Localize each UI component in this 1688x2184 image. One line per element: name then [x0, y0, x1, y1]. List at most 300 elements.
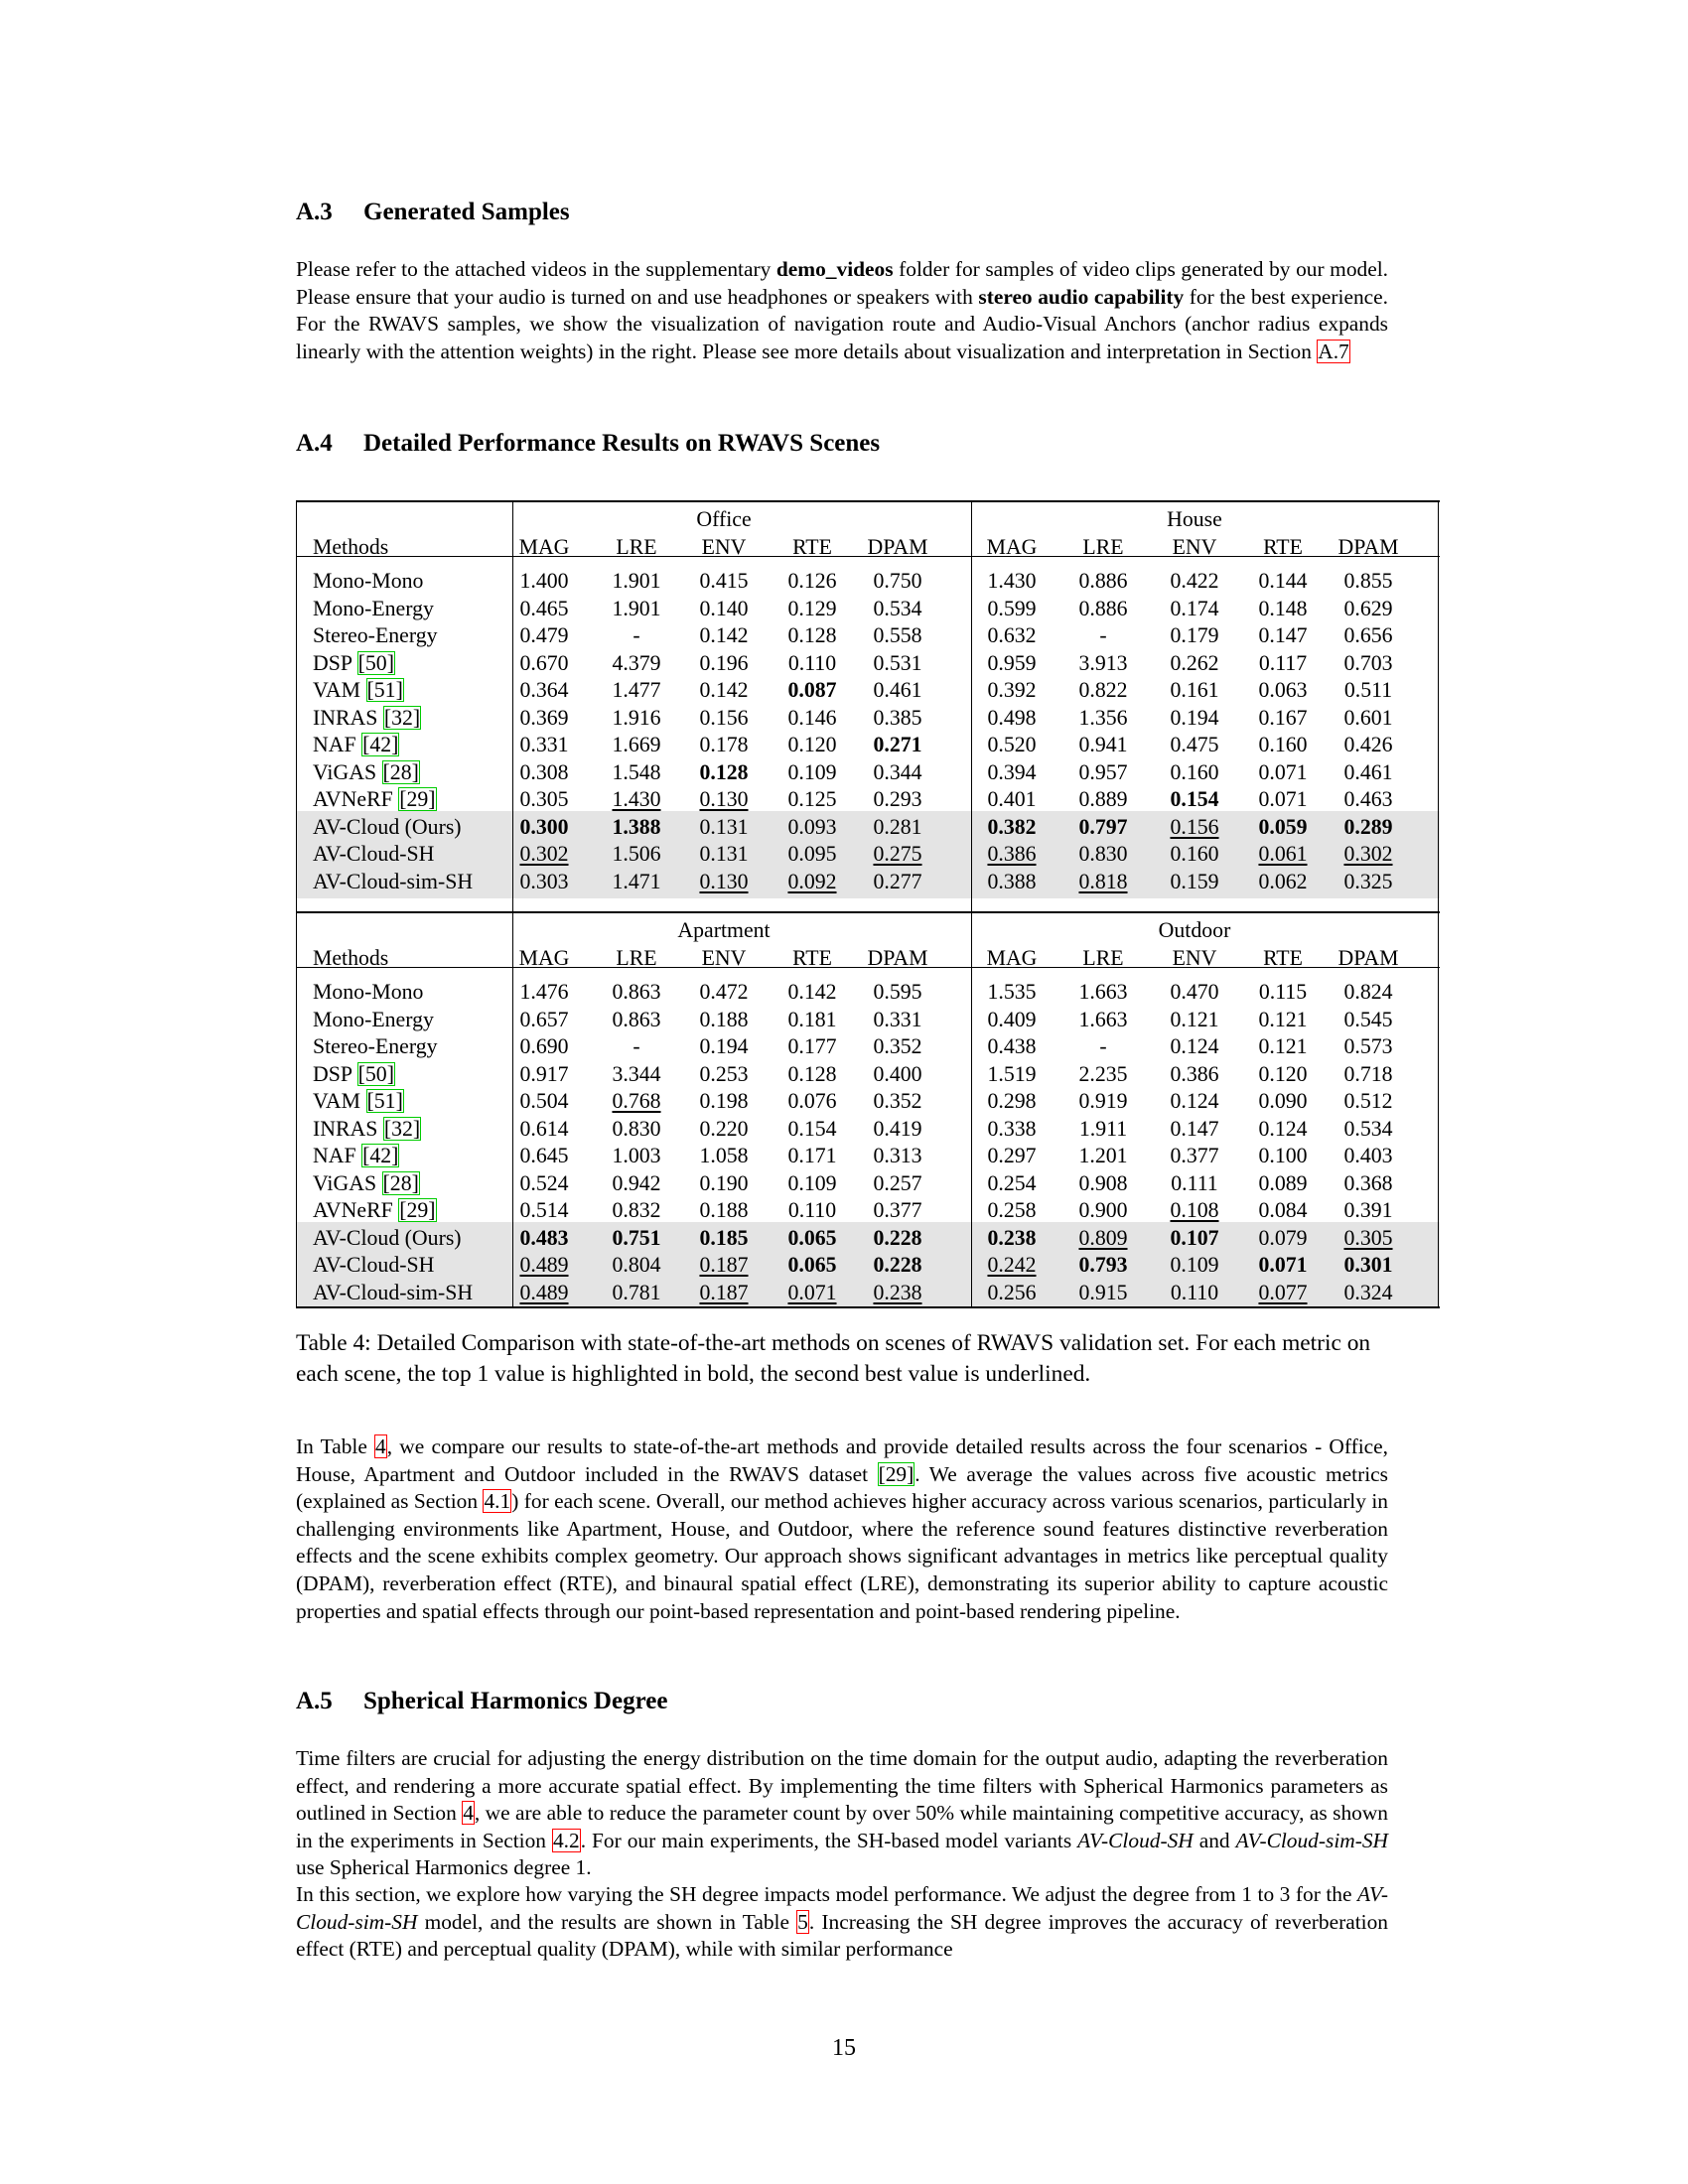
table-cell: 0.187 — [699, 1280, 749, 1304]
table-rule — [296, 911, 1440, 913]
table-cell: 0.120 — [787, 733, 837, 756]
table-cell: 0.388 — [987, 869, 1037, 893]
table-cell: 0.386 — [987, 842, 1037, 866]
method-name — [313, 568, 423, 596]
method-label: VAM — [313, 678, 361, 702]
citation-link[interactable]: [51] — [366, 678, 403, 702]
table-cell: 0.065 — [787, 1225, 837, 1250]
table-cell: 0.071 — [787, 1280, 837, 1304]
text-segment: . For our main experiments, the SH-based model variants — [580, 1828, 1078, 1852]
table-cell: 1.400 — [519, 569, 569, 593]
table-cell: 0.512 — [1343, 1089, 1393, 1113]
table-cell: 0.115 — [1258, 980, 1308, 1004]
table-cell: 0.629 — [1343, 596, 1393, 620]
cross-reference-link[interactable]: 4.2 — [552, 1828, 580, 1852]
method-label: AV-Cloud-SH — [313, 1253, 435, 1277]
table-cell: 0.090 — [1258, 1089, 1308, 1113]
scene-header: Apartment — [677, 918, 771, 942]
method-name — [313, 732, 399, 759]
scene-header: House — [1167, 507, 1222, 531]
cross-reference-link[interactable]: A.7 — [1318, 339, 1349, 363]
text-segment: and — [1193, 1828, 1236, 1852]
italic-text: AV-Cloud-sim-SH — [296, 1882, 1388, 1934]
page-number: 15 — [832, 2035, 856, 2061]
method-label: INRAS — [313, 705, 378, 730]
method-label: AV-Cloud-SH — [313, 842, 435, 866]
table-cell: 0.352 — [873, 1034, 922, 1058]
table-cell: 0.601 — [1343, 705, 1393, 730]
text-segment: Please refer to the attached videos in the supplementary — [296, 257, 776, 281]
table-cell: 0.534 — [873, 596, 922, 620]
table-cell: 0.258 — [987, 1198, 1037, 1222]
table-cell: 0.889 — [1078, 787, 1128, 811]
text-segment: . We average the values across five acoustic metrics (explained as Section — [296, 1461, 1388, 1514]
section-title: Spherical Harmonics Degree — [363, 1688, 668, 1714]
table-cell: 0.063 — [1258, 678, 1308, 702]
table-cell: 0.504 — [519, 1089, 569, 1113]
table-cell: 0.718 — [1343, 1061, 1393, 1086]
table-cell: 0.254 — [987, 1170, 1037, 1195]
method-label: ViGAS — [313, 759, 377, 784]
table-cell: 0.793 — [1078, 1253, 1128, 1277]
metric-header: MAG — [518, 534, 570, 559]
table-cell: 0.900 — [1078, 1198, 1128, 1222]
text-segment: folder for samples of video clips generated by our model. Please ensure that your audio is turned on and use headphones or speakers with — [296, 257, 1388, 309]
table-cell: 1.916 — [612, 705, 661, 730]
table-cell: 0.941 — [1078, 733, 1128, 756]
table-cell: 0.281 — [873, 814, 922, 839]
table-cell: 0.670 — [519, 650, 569, 675]
table-cell: 0.126 — [787, 569, 837, 593]
method-name — [313, 596, 434, 623]
table-cell: 0.690 — [519, 1034, 569, 1058]
table-cell: 0.257 — [873, 1170, 922, 1195]
table-cell: 0.125 — [787, 787, 837, 811]
table-cell: 0.095 — [787, 842, 837, 866]
table-cell: 0.377 — [873, 1198, 922, 1222]
table-cell: 0.422 — [1170, 569, 1219, 593]
table-cell: 0.917 — [519, 1061, 569, 1086]
table-cell: 0.107 — [1170, 1225, 1219, 1250]
section-a4-heading — [296, 430, 880, 458]
table-cell: 0.275 — [873, 842, 922, 866]
table-cell: 0.128 — [787, 623, 837, 647]
table-cell: 0.573 — [1343, 1034, 1393, 1058]
table-cell: 0.147 — [1170, 1116, 1219, 1141]
table-cell: 0.185 — [699, 1225, 749, 1250]
table-cell: 0.403 — [1343, 1144, 1393, 1167]
scene-header: Office — [696, 507, 752, 531]
table-cell: 4.379 — [612, 650, 661, 675]
table-cell: 0.382 — [987, 814, 1037, 839]
table-cell: 0.077 — [1258, 1280, 1308, 1304]
metric-header: ENV — [701, 534, 747, 559]
method-name — [313, 1252, 434, 1280]
table-cell: 0.187 — [699, 1253, 749, 1277]
citation-link[interactable]: [50] — [357, 1061, 394, 1086]
table-cell: 0.146 — [787, 705, 837, 730]
table-cell: 0.181 — [787, 1007, 837, 1031]
table-cell: 0.302 — [1343, 842, 1393, 866]
method-label: Stereo-Energy — [313, 623, 438, 647]
table-cell: 0.919 — [1078, 1089, 1128, 1113]
citation-link[interactable]: [32] — [383, 1116, 421, 1141]
method-name — [313, 759, 420, 787]
table-cell: 0.089 — [1258, 1170, 1308, 1195]
table-cell: 0.160 — [1170, 842, 1219, 866]
table-column-divider — [296, 913, 297, 1306]
table-cell: 0.400 — [873, 1061, 922, 1086]
method-name — [313, 979, 423, 1007]
table-cell: 0.514 — [519, 1198, 569, 1222]
table-cell: 0.768 — [612, 1089, 661, 1113]
results-table — [296, 500, 1440, 1330]
section-a3-heading — [296, 199, 570, 226]
table-cell: - — [1099, 1034, 1107, 1058]
section-number: A.4 — [296, 430, 333, 457]
method-name — [313, 1088, 404, 1116]
method-label: DSP — [313, 1061, 352, 1086]
table-cell: 0.109 — [787, 1170, 837, 1195]
table-cell: 0.110 — [1170, 1280, 1219, 1304]
table-cell: 0.338 — [987, 1116, 1037, 1141]
citation-link[interactable]: [28] — [382, 1170, 419, 1195]
table-cell: 0.128 — [787, 1061, 837, 1086]
table-cell: 0.108 — [1170, 1198, 1219, 1222]
table-cell: 0.308 — [519, 759, 569, 784]
method-label: NAF — [313, 1144, 356, 1167]
table-cell: 0.177 — [787, 1034, 837, 1058]
method-name — [313, 1170, 420, 1198]
table-cell: 0.489 — [519, 1280, 569, 1304]
italic-text: AV-Cloud-sim-SH — [1235, 1828, 1388, 1852]
table-cell: 0.144 — [1258, 569, 1308, 593]
table-cell: 0.131 — [699, 814, 749, 839]
table-caption: Table 4: Detailed Comparison with state-of-the-art methods on scenes of RWAVS validation set. For each metric on each scene, the top 1 value is highlighted in bold, the second best value is underlined. — [296, 1330, 1371, 1387]
table-cell: 0.305 — [1343, 1225, 1393, 1250]
table-cell: 0.087 — [787, 678, 837, 702]
method-label: NAF — [313, 733, 356, 756]
table-cell: 0.179 — [1170, 623, 1219, 647]
table-cell: 0.419 — [873, 1116, 922, 1141]
method-name — [313, 814, 462, 842]
table-cell: 0.368 — [1343, 1170, 1393, 1195]
section-number: A.3 — [296, 199, 333, 225]
table-cell: 0.886 — [1078, 569, 1128, 593]
table-cell: 0.804 — [612, 1253, 661, 1277]
method-label: AV-Cloud-sim-SH — [313, 1280, 474, 1304]
table-cell: 0.194 — [699, 1034, 749, 1058]
section-a3-paragraph — [296, 256, 1388, 365]
table-cell: 0.545 — [1343, 1007, 1393, 1031]
table-cell: 0.196 — [699, 650, 749, 675]
method-name — [313, 1280, 473, 1307]
text-segment: for the best experience. For the RWAVS samples, we show the visualization of navigation route and Audio-Visual Anchors (anchor radius expands linearly with the attention weights) in the right. Please see more details about visualization and interpretation in Section — [296, 284, 1388, 363]
table-cell: 0.124 — [1258, 1116, 1308, 1141]
method-name — [313, 705, 421, 733]
citation-link[interactable]: [51] — [366, 1089, 403, 1113]
cross-reference-link[interactable]: 4 — [463, 1801, 474, 1826]
table-cell: 0.271 — [873, 733, 922, 756]
citation-link[interactable]: [32] — [383, 705, 421, 730]
table-cell: 1.669 — [612, 733, 661, 756]
method-label: INRAS — [313, 1116, 378, 1141]
table-column-divider — [296, 502, 297, 911]
table-cell: - — [633, 1034, 640, 1058]
metric-header: DPAM — [867, 945, 928, 970]
section-a4-paragraph — [296, 1433, 1388, 1625]
method-name — [313, 869, 473, 896]
table-cell: 0.160 — [1258, 733, 1308, 756]
table-cell: 0.293 — [873, 787, 922, 811]
metric-header: LRE — [1082, 534, 1124, 559]
method-label: AV-Cloud (Ours) — [313, 1225, 462, 1250]
table-cell: 0.256 — [987, 1280, 1037, 1304]
table-cell: 0.392 — [987, 678, 1037, 702]
table-cell: 0.128 — [699, 759, 749, 784]
table-cell: - — [633, 623, 640, 647]
table-cell: 0.109 — [1170, 1253, 1219, 1277]
method-name — [313, 1197, 437, 1225]
method-name — [313, 786, 437, 814]
table-cell: 1.535 — [987, 980, 1037, 1004]
table-cell: 1.356 — [1078, 705, 1128, 730]
table-cell: 0.385 — [873, 705, 922, 730]
table-cell: 0.830 — [612, 1116, 661, 1141]
method-label: VAM — [313, 1089, 361, 1113]
table-cell: 0.142 — [699, 678, 749, 702]
method-name — [313, 841, 434, 869]
table-cell: 0.863 — [612, 980, 661, 1004]
metric-header: MAG — [986, 945, 1038, 970]
table-cell: 0.154 — [1170, 787, 1219, 811]
method-name — [313, 622, 438, 650]
table-cell: 0.886 — [1078, 596, 1128, 620]
table-cell: 0.595 — [873, 980, 922, 1004]
table-cell: 1.471 — [612, 869, 661, 893]
text-segment: Time filters are crucial for adjusting the energy distribution on the time domain for the output audio, adapting the reverberation effect, and rendering a more accurate spatial effect. By implementing the time filters with Spherical Harmonics parameters as outlined in Section — [296, 1746, 1388, 1826]
table-cell: 0.305 — [519, 787, 569, 811]
table-cell: 0.171 — [787, 1144, 837, 1167]
metric-header: DPAM — [1337, 945, 1399, 970]
method-name — [313, 1116, 421, 1144]
table-cell: 1.430 — [987, 569, 1037, 593]
metric-header: RTE — [792, 945, 832, 970]
table-cell: 0.298 — [987, 1089, 1037, 1113]
table-cell: 0.908 — [1078, 1170, 1128, 1195]
table-rule — [296, 1306, 1440, 1308]
table-cell: 0.194 — [1170, 705, 1219, 730]
scene-header: Outdoor — [1158, 918, 1231, 942]
table-cell: 0.386 — [1170, 1061, 1219, 1086]
metric-header: ENV — [701, 945, 747, 970]
table-cell: 0.084 — [1258, 1198, 1308, 1222]
table-cell: 0.781 — [612, 1280, 661, 1304]
cross-reference-link[interactable]: 4 — [375, 1434, 386, 1458]
citation-link[interactable]: [29] — [399, 787, 436, 811]
cross-reference-link[interactable]: 4.1 — [484, 1489, 511, 1514]
table-cell: 0.289 — [1343, 814, 1393, 839]
table-cell: 0.188 — [699, 1007, 749, 1031]
table-cell: 1.003 — [612, 1144, 661, 1167]
table-cell: 0.117 — [1258, 650, 1308, 675]
table-cell: 0.071 — [1258, 1253, 1308, 1277]
method-label: Stereo-Energy — [313, 1034, 438, 1058]
table-cell: 0.599 — [987, 596, 1037, 620]
table-cell: 0.303 — [519, 869, 569, 893]
table-cell: 0.130 — [699, 869, 749, 893]
method-label: Mono-Energy — [313, 596, 434, 620]
table-cell: 0.352 — [873, 1089, 922, 1113]
metric-header: RTE — [1263, 534, 1303, 559]
table-cell: 0.142 — [787, 980, 837, 1004]
table-cell: 0.220 — [699, 1116, 749, 1141]
table-cell: 0.124 — [1170, 1034, 1219, 1058]
method-name — [313, 1143, 399, 1170]
table-cell: 1.430 — [612, 787, 661, 811]
table-cell: 0.156 — [699, 705, 749, 730]
table-cell: 0.472 — [699, 980, 749, 1004]
table-cell: 0.475 — [1170, 733, 1219, 756]
cross-reference-link[interactable]: 5 — [797, 1909, 808, 1934]
table-cell: 0.277 — [873, 869, 922, 893]
table-cell: 0.957 — [1078, 759, 1128, 784]
citation-link[interactable]: [28] — [382, 759, 419, 784]
table-cell: 2.235 — [1078, 1061, 1128, 1086]
table-cell: 0.915 — [1078, 1280, 1128, 1304]
citation-link[interactable]: [29] — [399, 1198, 436, 1222]
table-cell: 0.863 — [612, 1007, 661, 1031]
table-cell: 0.426 — [1343, 733, 1393, 756]
table-cell: 0.065 — [787, 1253, 837, 1277]
table-cell: 0.465 — [519, 596, 569, 620]
table-cell: 0.325 — [1343, 869, 1393, 893]
metric-header: MAG — [986, 534, 1038, 559]
table-cell: 0.167 — [1258, 705, 1308, 730]
table-cell: 0.109 — [787, 759, 837, 784]
method-label: AVNeRF — [313, 1198, 393, 1222]
table-cell: 0.059 — [1258, 814, 1308, 839]
table-cell: 3.344 — [612, 1061, 661, 1086]
table-cell: 0.131 — [699, 842, 749, 866]
method-name — [313, 1007, 434, 1034]
table-cell: 0.071 — [1258, 759, 1308, 784]
table-cell: 0.520 — [987, 733, 1037, 756]
text-segment: . Increasing the SH degree improves the accuracy of reverberation effect (RTE) and perceptual quality (DPAM), while with similar performance — [296, 1909, 1388, 1962]
table-cell: 0.174 — [1170, 596, 1219, 620]
table-cell: 0.750 — [873, 569, 922, 593]
table-cell: 0.159 — [1170, 869, 1219, 893]
table-cell: 0.632 — [987, 623, 1037, 647]
table-cell: 1.058 — [699, 1144, 749, 1167]
table-cell: 1.519 — [987, 1061, 1037, 1086]
table-cell: 0.483 — [519, 1225, 569, 1250]
table-cell: 0.645 — [519, 1144, 569, 1167]
table-cell: 0.228 — [873, 1225, 922, 1250]
method-label: DSP — [313, 650, 352, 675]
table-cell: 0.377 — [1170, 1144, 1219, 1167]
method-label: AV-Cloud (Ours) — [313, 814, 462, 839]
table-cell: 0.093 — [787, 814, 837, 839]
table-cell: 0.479 — [519, 623, 569, 647]
table-cell: 0.121 — [1170, 1007, 1219, 1031]
table-cell: 0.110 — [787, 1198, 837, 1222]
table-cell: 1.901 — [612, 596, 661, 620]
table-column-divider — [1438, 502, 1439, 911]
table-cell: 0.120 — [1258, 1061, 1308, 1086]
table-cell: 0.391 — [1343, 1198, 1393, 1222]
citation-link[interactable]: [42] — [362, 1144, 399, 1167]
citation-link[interactable]: [42] — [362, 733, 399, 756]
table-cell: 0.238 — [987, 1225, 1037, 1250]
table-cell: 0.129 — [787, 596, 837, 620]
table-cell: 0.369 — [519, 705, 569, 730]
table-cell: 0.242 — [987, 1253, 1037, 1277]
table-cell: 0.331 — [873, 1007, 922, 1031]
table-cell: 0.959 — [987, 650, 1037, 675]
table-cell: 0.300 — [519, 814, 569, 839]
table-cell: 0.161 — [1170, 678, 1219, 702]
table-cell: 0.818 — [1078, 869, 1128, 893]
table-cell: 1.548 — [612, 759, 661, 784]
table-cell: 0.531 — [873, 650, 922, 675]
table-cell: 0.824 — [1343, 980, 1393, 1004]
table-cell: 0.703 — [1343, 650, 1393, 675]
metric-header: ENV — [1172, 945, 1217, 970]
table-cell: 0.751 — [612, 1225, 661, 1250]
section-title: Detailed Performance Results on RWAVS Scenes — [363, 430, 881, 457]
table-cell: 0.797 — [1078, 814, 1128, 839]
section-title: Generated Samples — [363, 199, 570, 225]
bold-text: stereo audio capability — [978, 284, 1185, 309]
metric-header: RTE — [1263, 945, 1303, 970]
metric-header: LRE — [616, 945, 657, 970]
method-label: Mono-Mono — [313, 980, 424, 1004]
table-column-divider — [1438, 913, 1439, 1306]
table-cell: 0.253 — [699, 1061, 749, 1086]
table-cell: 0.111 — [1171, 1170, 1218, 1195]
table-cell: 0.331 — [519, 733, 569, 756]
table-cell: 0.262 — [1170, 650, 1219, 675]
table-cell: 0.498 — [987, 705, 1037, 730]
table-cell: 0.124 — [1170, 1089, 1219, 1113]
table-cell: 0.100 — [1258, 1144, 1308, 1167]
table-cell: 1.901 — [612, 569, 661, 593]
table-cell: 0.110 — [787, 650, 837, 675]
table-cell: 1.663 — [1078, 1007, 1128, 1031]
table-cell: 1.663 — [1078, 980, 1128, 1004]
table-cell: 0.076 — [787, 1089, 837, 1113]
table-cell: 0.855 — [1343, 569, 1393, 593]
table-cell: 0.614 — [519, 1116, 569, 1141]
table-cell: 0.148 — [1258, 596, 1308, 620]
table-cell: 0.130 — [699, 787, 749, 811]
methods-header: Methods — [313, 945, 389, 970]
table-cell: 1.388 — [612, 814, 661, 839]
method-name — [313, 1061, 395, 1089]
table-cell: 0.121 — [1258, 1034, 1308, 1058]
citation-link[interactable]: [29] — [878, 1461, 914, 1486]
table-cell: - — [1099, 623, 1107, 647]
citation-link[interactable]: [50] — [357, 650, 394, 675]
method-name — [313, 1033, 438, 1061]
table-cell: 0.190 — [699, 1170, 749, 1195]
text-segment: ) for each scene. Overall, our method achieves higher accuracy across various scenarios, particularly in challenging environments like Apartment, House, and Outdoor, where the reference sound features distinctive reverberation effects and the scene exhibits complex geometry. Our approach shows significant advantages in metrics like perceptual quality (DPAM), reverberation effect (RTE), and binaural spatial effect (LRE), demonstrating its superior ability to capture acoustic properties and spatial effects through our point-based representation and point-based rendering pipeline. — [296, 1489, 1388, 1623]
table-cell: 0.489 — [519, 1253, 569, 1277]
section-number: A.5 — [296, 1688, 333, 1714]
table-cell: 1.201 — [1078, 1144, 1128, 1167]
method-name — [313, 650, 395, 678]
